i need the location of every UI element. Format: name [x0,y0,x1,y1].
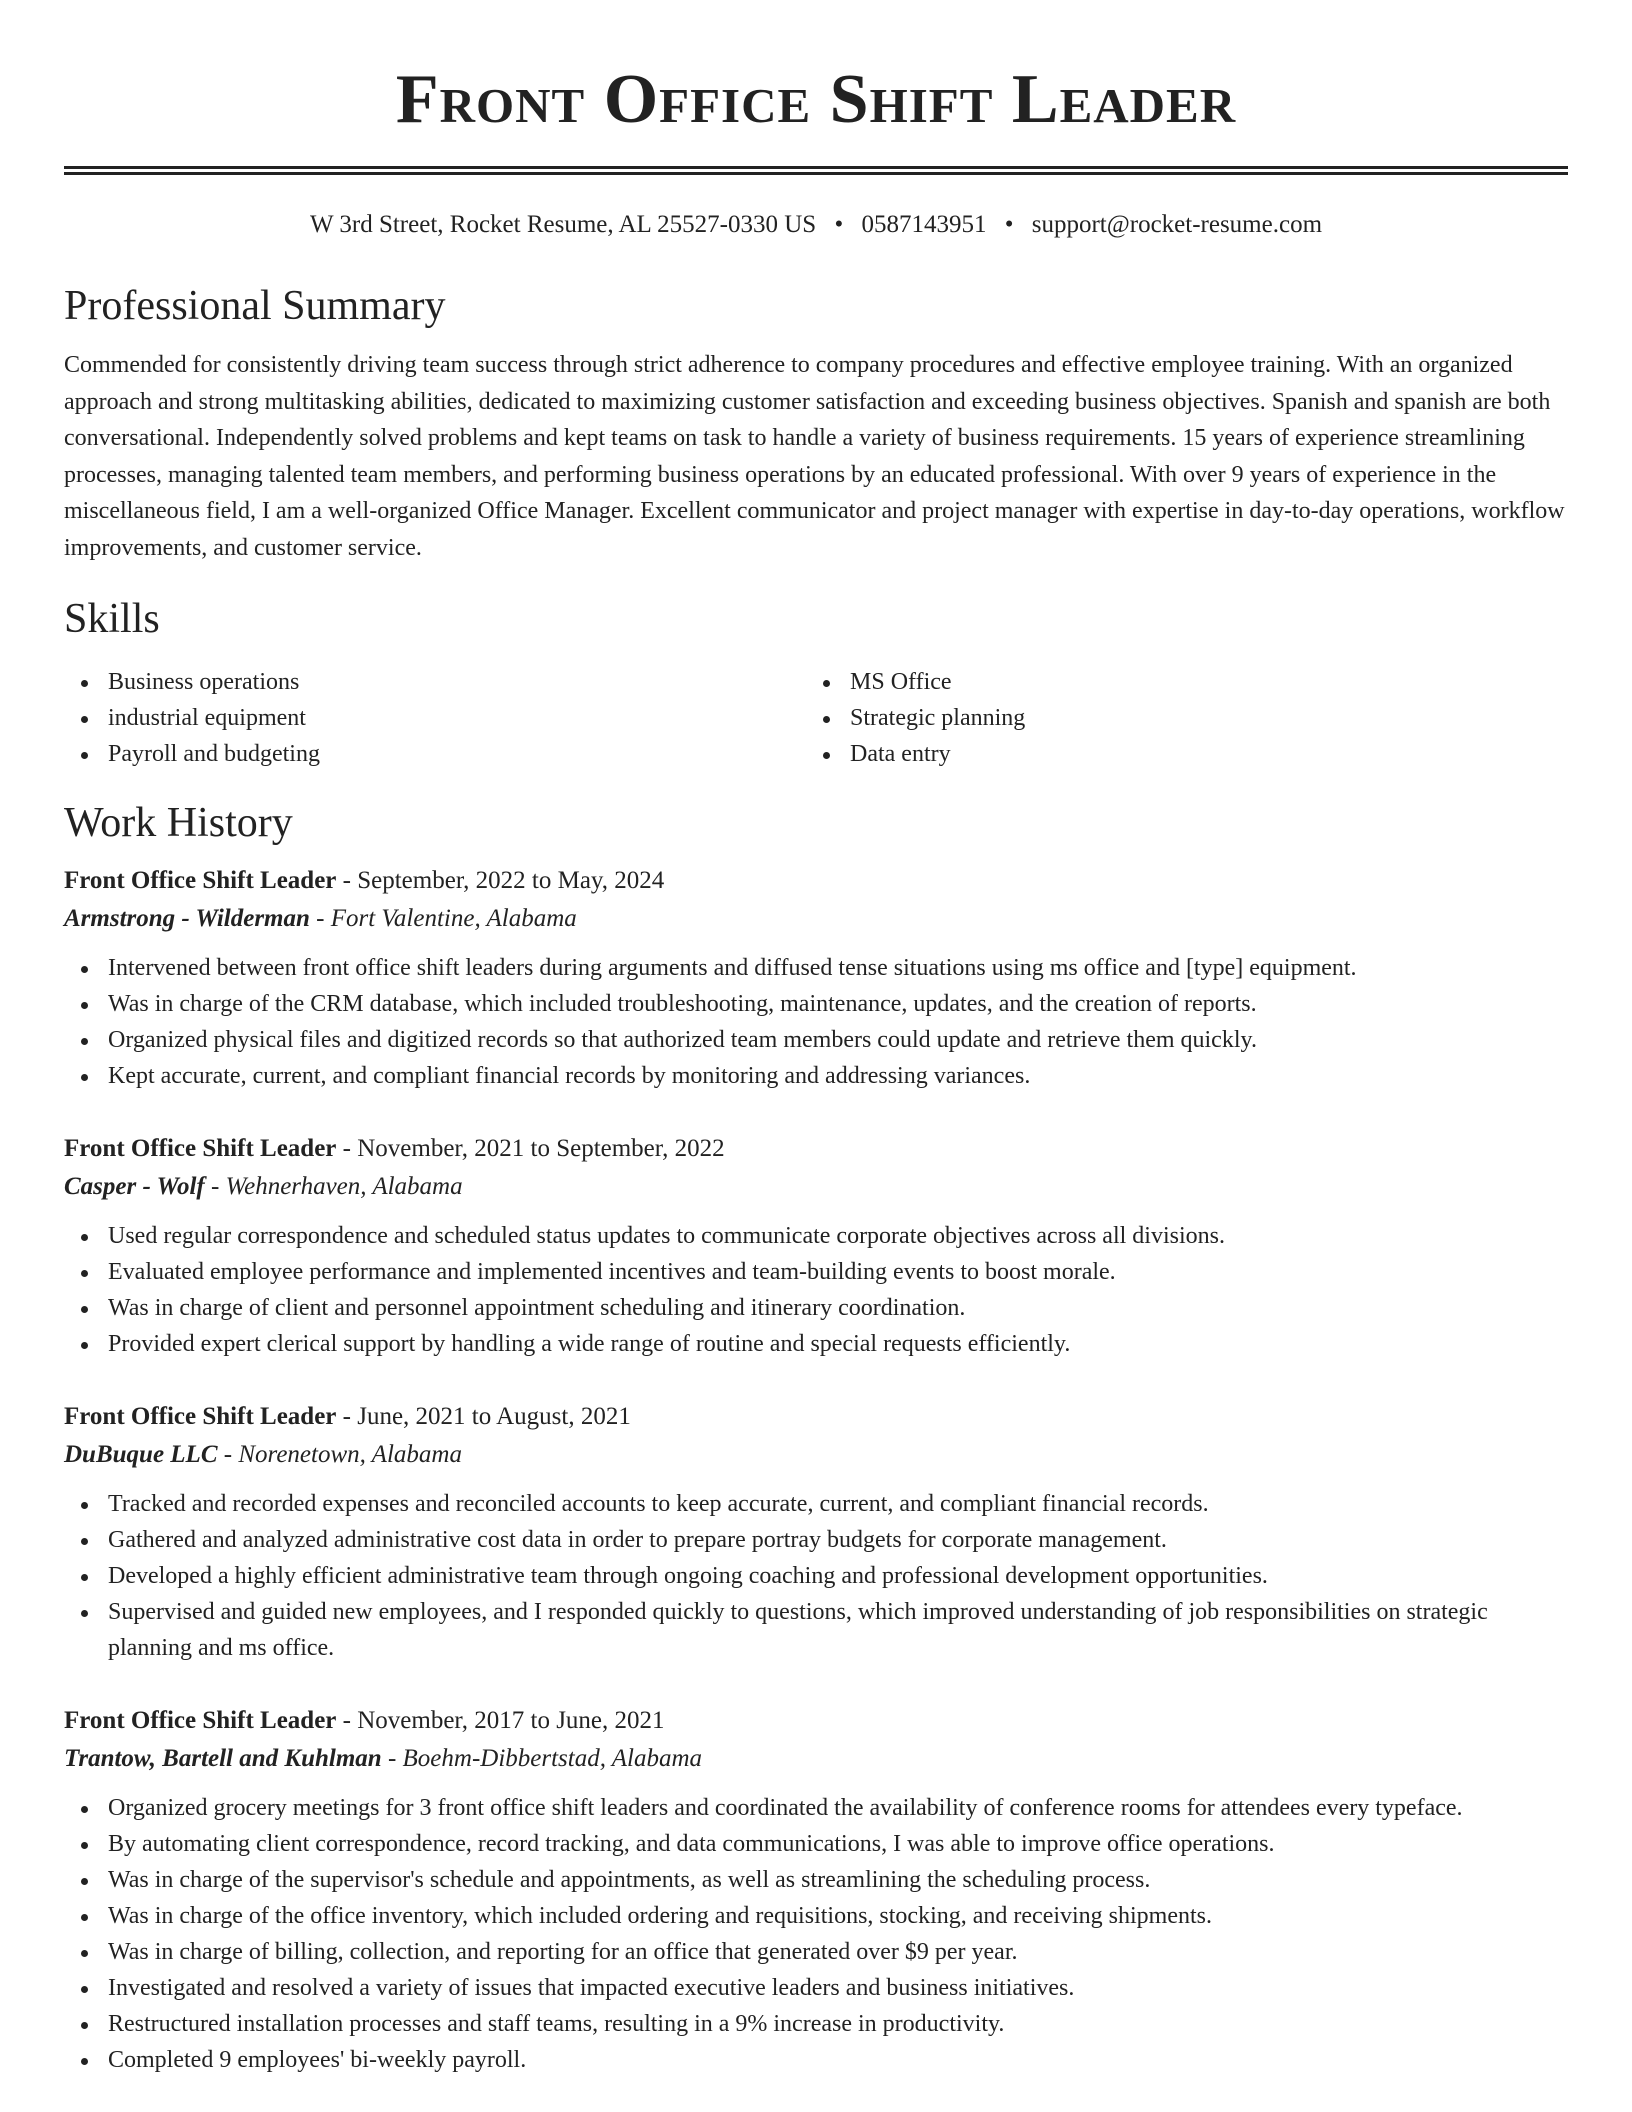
job-company-line [64,1740,1568,1778]
job-title-line [64,1130,1568,1168]
job-bullet: Completed 9 employees' bi-weekly payroll. [64,2042,1568,2078]
job-bullet: Tracked and recorded expenses and reconciled accounts to keep accurate, current, and compliant financial records. [64,1486,1568,1522]
job-company-line [64,900,1568,938]
job-bullet: Intervened between front office shift leaders during arguments and diffused tense situations using ms office and [type] equipment. [64,950,1568,986]
job-company: DuBuque LLC [64,1441,218,1468]
job-bullet: By automating client correspondence, record tracking, and data communications, I was able to improve office operations. [64,1826,1568,1862]
job-bullet: Investigated and resolved a variety of issues that impacted executive leaders and business initiatives. [64,1970,1568,2006]
job-bullet: Developed a highly efficient administrative team through ongoing coaching and professional development opportunities. [64,1558,1568,1594]
job-title: Front Office Shift Leader [64,867,337,894]
job-bullet: Was in charge of client and personnel appointment scheduling and itinerary coordination. [64,1290,1568,1326]
job-company: Casper - Wolf [64,1173,205,1200]
job-bullet: Evaluated employee performance and implemented incentives and team-building events to boost morale. [64,1254,1568,1290]
job-entry [64,1130,1568,1362]
job-company-line [64,1168,1568,1206]
job-company: Armstrong - Wilderman [64,905,310,932]
job-bullets [64,950,1568,1094]
skills-column-right [806,664,1548,772]
job-title-line [64,1702,1568,1740]
contact-separator: • [1004,211,1014,238]
skill-item: Data entry [806,736,1548,772]
job-entry [64,1398,1568,1666]
job-title: Front Office Shift Leader [64,1135,337,1162]
skill-item: Business operations [64,664,806,700]
job-dates: - November, 2021 to September, 2022 [336,1135,725,1162]
job-bullets [64,1486,1568,1666]
job-title: Front Office Shift Leader [64,1403,337,1430]
job-location: - Norenetown, Alabama [217,1441,462,1468]
job-bullets [64,1790,1568,2078]
job-bullet: Used regular correspondence and scheduled status updates to communicate corporate objectives across all divisions. [64,1218,1568,1254]
job-bullet: Was in charge of the supervisor's schedule and appointments, as well as streamlining the scheduling process. [64,1862,1568,1898]
contact-line [64,209,1568,241]
job-title-line [64,862,1568,900]
job-bullet: Restructured installation processes and staff teams, resulting in a 9% increase in productivity. [64,2006,1568,2042]
job-bullet: Provided expert clerical support by handling a wide range of routine and special requests efficiently. [64,1326,1568,1362]
job-location: - Boehm-Dibbertstad, Alabama [381,1745,703,1772]
skill-item: industrial equipment [64,700,806,736]
job-bullet: Organized grocery meetings for 3 front office shift leaders and coordinated the availability of conference rooms for attendees every typeface. [64,1790,1568,1826]
contact-phone: 0587143951 [861,211,987,238]
contact-address: W 3rd Street, Rocket Resume, AL 25527-0330 US [309,211,817,238]
job-entry [64,1702,1568,2078]
job-dates: - June, 2021 to August, 2021 [336,1403,631,1430]
skills-list [64,664,1568,772]
resume-name-heading: Front Office Shift Leader [395,61,1237,138]
skill-item: MS Office [806,664,1548,700]
job-location: - Wehnerhaven, Alabama [204,1173,463,1200]
skill-item: Strategic planning [806,700,1548,736]
summary-text: Commended for consistently driving team success through strict adherence to company procedures and effective employee training. With an organized approach and strong multitasking abilities, dedicated to maximizing customer satisfaction and exceeding business objectives. Spanish and spanish are both conversational. Independently solved problems and kept teams on task to handle a variety of business requirements. 15 years of experience streamlining processes, managing talented team members, and performing business operations by an educated professional. With over 9 years of experience in the miscellaneous field, I am a well-organized Office Manager. Excellent communicator and project manager with expertise in day-to-day operations, workflow improvements, and customer service. [64,352,1565,561]
job-bullet: Kept accurate, current, and compliant financial records by monitoring and addressing variances. [64,1058,1568,1094]
skill-item: Payroll and budgeting [64,736,806,772]
job-title-line [64,1398,1568,1436]
job-bullet: Was in charge of the CRM database, which included troubleshooting, maintenance, updates, and the creation of reports. [64,986,1568,1022]
job-bullets [64,1218,1568,1362]
job-dates: - September, 2022 to May, 2024 [336,867,665,894]
contact-email[interactable]: support@rocket-resume.com [1031,211,1323,238]
skills-column-left [64,664,806,772]
job-company: Trantow, Bartell and Kuhlman [64,1745,382,1772]
job-company-line [64,1436,1568,1474]
job-bullet: Was in charge of billing, collection, and reporting for an office that generated over $9 per year. [64,1934,1568,1970]
summary-section-title: Professional Summary [64,283,446,329]
job-dates: - November, 2017 to June, 2021 [336,1707,665,1734]
work-history-section-title: Work History [64,800,293,846]
job-bullet: Was in charge of the office inventory, which included ordering and requisitions, stocking, and receiving shipments. [64,1898,1568,1934]
contact-separator: • [834,211,844,238]
header-double-rule [64,166,1568,175]
job-title: Front Office Shift Leader [64,1707,337,1734]
job-bullet: Gathered and analyzed administrative cost data in order to prepare portray budgets for corporate management. [64,1522,1568,1558]
job-entry [64,862,1568,1094]
skills-section-title: Skills [64,596,160,642]
job-bullet: Supervised and guided new employees, and I responded quickly to questions, which improved understanding of job responsibilities on strategic planning and ms office. [64,1594,1568,1666]
job-bullet: Organized physical files and digitized records so that authorized team members could update and retrieve them quickly. [64,1022,1568,1058]
job-location: - Fort Valentine, Alabama [309,905,577,932]
